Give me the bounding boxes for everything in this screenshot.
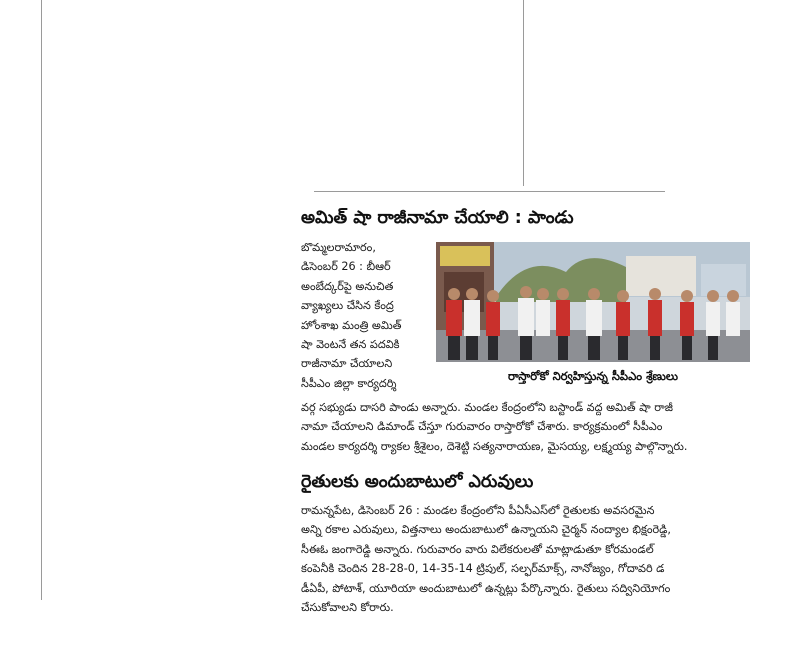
- protest-photo: [436, 242, 750, 362]
- column-rule-2: [523, 0, 524, 186]
- fertilizer-story: రామన్నపేట, డిసెంబర్ 26 : మండల కేంద్రంలోని పీఏసీఎస్‌లో రైతులకు అవసరమైన అన్ని రకాల ఎరువులు, విత్తనాలు అందుబాటులో ఉన్నాయని చైర్మన్ నంద్యాల భిక్షంరెడ్డి, సీఈఓ జంగారెడ్డి అన్నారు. గురువారం వారు విలేకరులతో మాట్లాడుతూ కోరమండల్ కంపెనీకి చెందిన 28-28-0, 14-35-14 ట్రిపుల్, సల్ఫర్‌మాక్స్, నానోజ్యం, గోదావరి డ డీఏపీ, పోటాశ్, యూరియా అందుబాటులో ఉన్నట్లు పేర్కొన్నారు. రైతులు సద్వినియోగం చేసుకోవాలని కోరారు.: [301, 504, 671, 615]
- story-divider-1: [314, 191, 665, 192]
- amit-shah-story-body: వర్గ సభ్యుడు దాసరి పాండు అన్నారు. మండల కేంద్రంలోని బస్టాండ్ వద్ద అమిత్ షా రాజీ నామా చేయాలని డిమాండ్ చేస్తూ గురువారం రాస్తారోకో చేశారు. కార్యక్రమంలో సీపీఎం మండల కార్యదర్శి ర్యాకల శ్రీశైలం, దెశెట్టి సత్యనారాయణ, మైసయ్య, లక్ష్మయ్య పాల్గొన్నారు.: [301, 401, 688, 453]
- fertilizer-headline: రైతులకు అందుబాటులో ఎరువులు: [301, 472, 534, 492]
- amit-shah-headline: అమిత్ షా రాజీనామా చేయాలి : పాండు: [301, 208, 574, 228]
- column-rule-1: [41, 0, 42, 600]
- amit-shah-story-intro: బొమ్మలరామారం, డిసెంబర్ 26 : బీఆర్ అంబేద్కర్‌పై అనుచిత వ్యాఖ్యలు చేసిన కేంద్ర హోంశాఖ మంత్రి అమిత్ షా వెంటనే తన పదవికి రాజీనామా చేయాలని సీపీఎం జిల్లా కార్యదర్శి: [301, 241, 402, 390]
- protest-photo-caption: రాస్తారోకో నిర్వహిస్తున్న సీపీఎం శ్రేణులు: [507, 369, 679, 383]
